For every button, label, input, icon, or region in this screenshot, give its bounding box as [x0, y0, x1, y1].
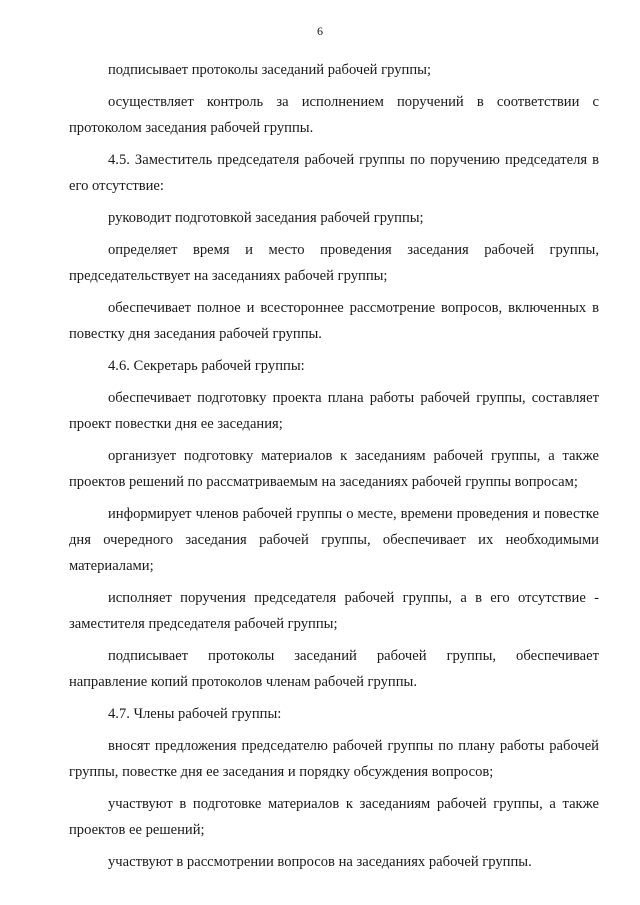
- document-body: [69, 57, 599, 881]
- paragraph-executes-orders: исполняет поручения председателя рабочей группы, а в его отсутствие - заместителя председателя рабочей группы;: [69, 590, 599, 632]
- paragraph-participates-preparation: участвуют в подготовке материалов к заседаниям рабочей группы, а также проектов ее решений;: [69, 796, 599, 838]
- paragraph-participates-review: участвуют в рассмотрении вопросов на заседаниях рабочей группы.: [108, 854, 532, 870]
- section-heading-4-5: 4.5. Заместитель председателя рабочей группы по поручению председателя в его отсутствие:: [69, 152, 599, 194]
- paragraph-defines-time-place: определяет время и место проведения заседания рабочей группы, председательствует на заседаниях рабочей группы;: [69, 242, 599, 284]
- paragraph-submits-proposals: вносят предложения председателю рабочей группы по плану работы рабочей группы, повестке дня ее заседания и порядку обсуждения вопросов;: [69, 738, 599, 780]
- paragraph-informs-members: информирует членов рабочей группы о месте, времени проведения и повестке дня очередного заседания рабочей группы, обеспечивает их необходимыми материалами;: [69, 506, 599, 574]
- page-number: 6: [317, 24, 323, 38]
- paragraph-ensures-review: обеспечивает полное и всестороннее рассмотрение вопросов, включенных в повестку дня заседания рабочей группы.: [69, 300, 599, 342]
- paragraph-prepares-plan: обеспечивает подготовку проекта плана работы рабочей группы, составляет проект повестки дня ее заседания;: [69, 390, 599, 432]
- section-heading-4-6: 4.6. Секретарь рабочей группы:: [108, 358, 305, 374]
- paragraph-leads-preparation: руководит подготовкой заседания рабочей группы;: [108, 210, 424, 226]
- paragraph-monitors-execution: осуществляет контроль за исполнением поручений в соответствии с протоколом заседания рабочей группы.: [69, 94, 599, 136]
- section-heading-4-7: 4.7. Члены рабочей группы:: [108, 706, 282, 722]
- paragraph-signs-protocols: подписывает протоколы заседаний рабочей группы;: [108, 62, 431, 78]
- paragraph-signs-and-sends: подписывает протоколы заседаний рабочей группы, обеспечивает направление копий протоколов членам рабочей группы.: [69, 648, 599, 690]
- paragraph-organizes-materials: организует подготовку материалов к заседаниям рабочей группы, а также проектов решений по рассматриваемым на заседаниях рабочей группы вопросам;: [69, 448, 599, 490]
